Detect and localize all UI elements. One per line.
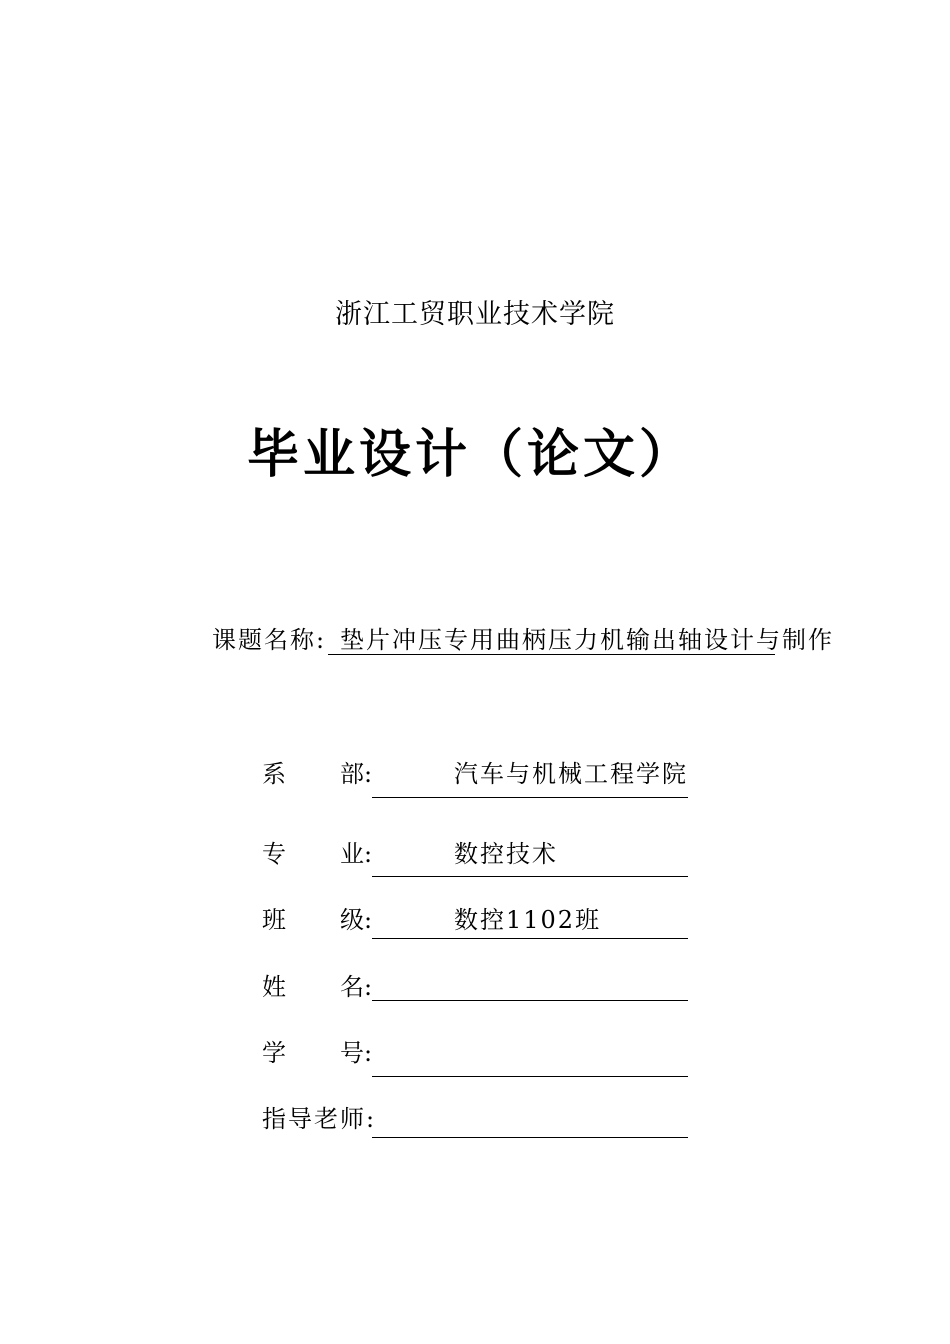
class-label-suffix: 级:: [340, 906, 373, 934]
topic-underline: [328, 654, 775, 655]
department-label-suffix: 部:: [340, 760, 373, 788]
class-underline: [372, 938, 688, 939]
major-underline: [372, 876, 688, 877]
department-underline: [372, 797, 688, 798]
topic-value: 垫片冲压专用曲柄压力机输出轴设计与制作: [340, 626, 834, 654]
major-label-char: 专: [262, 840, 286, 868]
major-value: 数控技术: [454, 840, 558, 868]
student-id-underline: [372, 1076, 688, 1077]
document-title: 毕业设计（论文）: [247, 425, 696, 485]
name-underline: [372, 1000, 688, 1001]
name-label-suffix: 名:: [340, 973, 373, 1001]
school-name: 浙江工贸职业技术学院: [335, 299, 615, 330]
department-value: 汽车与机械工程学院: [454, 760, 688, 788]
class-value: 数控1102班: [454, 906, 602, 934]
advisor-label: 指导老师:: [262, 1105, 377, 1133]
topic-label: 课题名称:: [212, 626, 327, 654]
class-label-char: 班: [262, 906, 286, 934]
student-id-label-suffix: 号:: [340, 1039, 373, 1067]
advisor-underline: [372, 1137, 688, 1138]
major-label-suffix: 业:: [340, 840, 373, 868]
student-id-label-char: 学: [262, 1039, 286, 1067]
name-label-char: 姓: [262, 973, 286, 1001]
department-label-char: 系: [262, 760, 286, 788]
